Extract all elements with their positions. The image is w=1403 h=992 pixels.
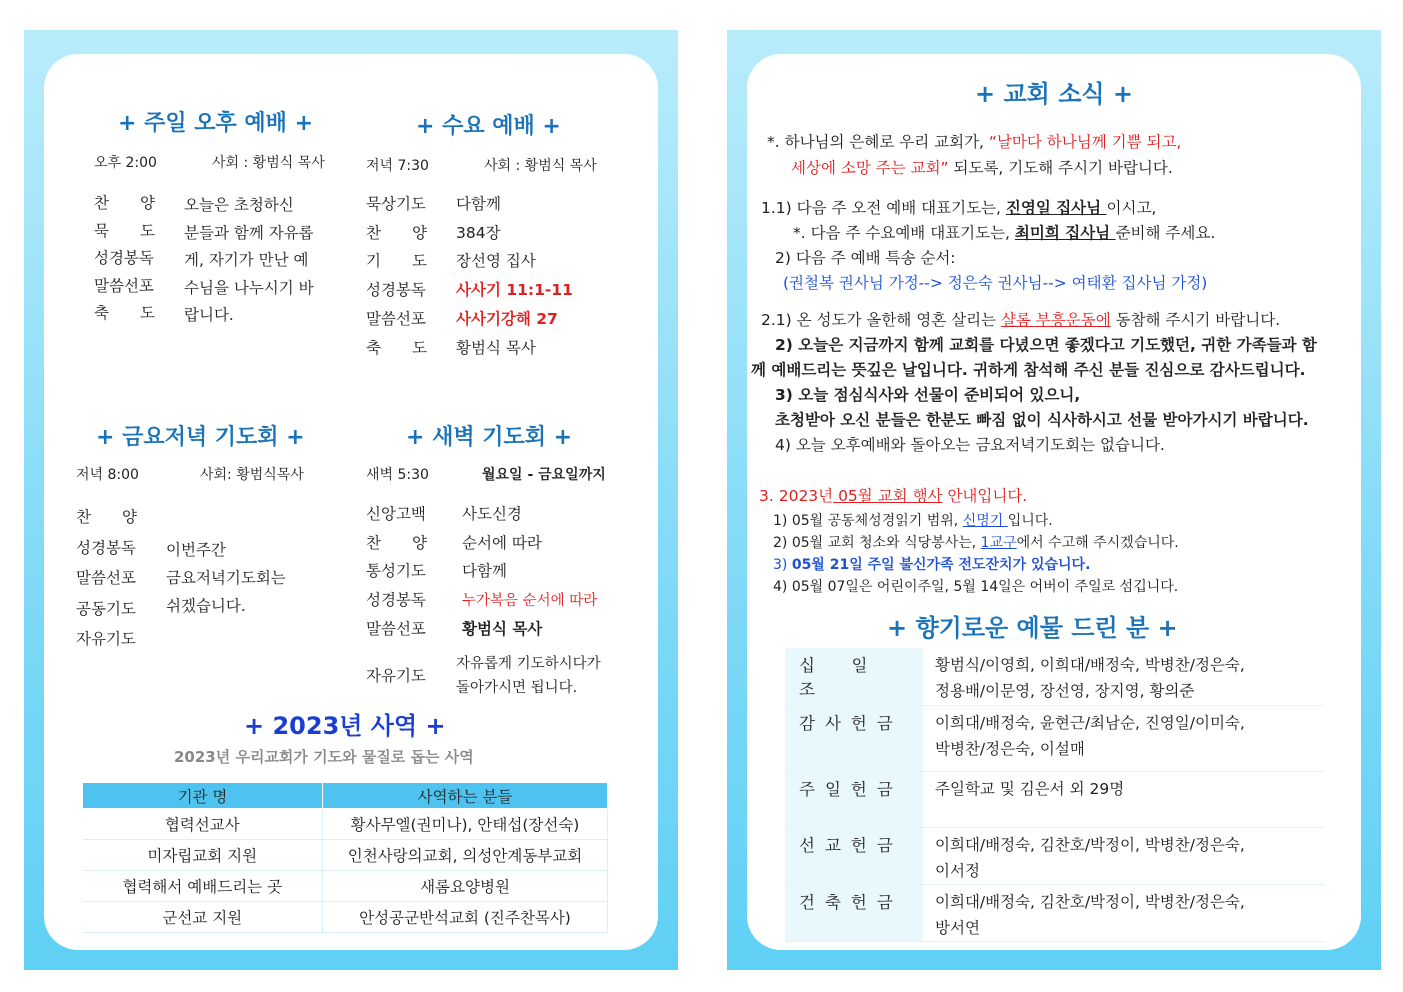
order-label: 말씀선포 [94, 276, 154, 295]
offering-table [785, 648, 1325, 942]
ministry-table [82, 782, 608, 933]
news-2-2b: 께 예배드리는 뜻깊은 날입니다. 귀하게 참석해 주신 분들 진심으로 감사드립니다. [751, 361, 1306, 379]
order-label: 성경봉독 [94, 249, 154, 267]
offering-names: 황범식/이영희, 이희대/배정숙, 박병찬/정은숙, 정용배/이문영, 장선영, 장지영, 황의준 [923, 648, 1325, 705]
table-row: 군선교 지원 안성공군반석교회 (진주찬목사) [83, 902, 608, 933]
ministry-subtitle: 2023년 우리교회가 기도와 물질로 돕는 사역 [174, 748, 474, 766]
left-page [24, 30, 678, 970]
friday-time: 저녁 8:00 [76, 467, 139, 483]
dawn-time: 새벽 5:30 [366, 467, 429, 483]
offering-label: 감사헌금 [785, 705, 923, 771]
offering-names: 이희대/배정숙, 김찬호/박정이, 박병찬/정은숙, 방서연 [923, 884, 1325, 941]
sunday-pm-time: 오후 2:00 [94, 155, 157, 171]
offering-title: + 향기로운 예물 드린 분 + [887, 614, 1178, 642]
order-label: 자유기도 [76, 630, 136, 648]
dawn-order [366, 500, 597, 644]
table-row: 미자립교회 지원 인천사랑의교회, 의성안계동부교회 [83, 840, 608, 871]
order-label: 공동기도 [76, 599, 136, 618]
order-row: 통성기도 다함께 [366, 562, 507, 580]
order-row: 성경봉독 사사기 11:1-11 [366, 281, 573, 300]
order-label: 묵 도 [94, 221, 155, 240]
friday-labels [76, 502, 137, 655]
offering-label: 십 일 조 [785, 648, 923, 705]
wednesday-order [366, 190, 573, 362]
dawn-title: + 새벽 기도회 + [406, 425, 573, 450]
order-label: 말씀선포 [76, 569, 136, 587]
message-line: 이번주간 [166, 541, 226, 559]
offering-label: 건축헌금 [785, 884, 923, 941]
order-row: 찬 양 384장 [366, 223, 501, 242]
offering-names: 주일학교 및 김은서 외 29명 [923, 771, 1325, 827]
offering-names: 이희대/배정숙, 김찬호/박정이, 박병찬/정은숙, 이서정 [923, 827, 1325, 884]
right-page [727, 30, 1381, 970]
wednesday-title: + 수요 예배 + [416, 114, 561, 139]
order-label: 축 도 [94, 304, 155, 322]
sunday-pm-message [184, 192, 314, 330]
dawn-days: 월요일 - 금요일까지 [482, 467, 606, 483]
column-header: 사역하는 분들 [323, 783, 608, 809]
news-1-1-sub: *. 다음 주 수요예배 대표기도는, 최미희 집사님 준비해 주세요. [793, 224, 1216, 242]
ministry-title: + 2023년 사역 + [244, 712, 446, 740]
offering-label: 주일헌금 [785, 771, 923, 827]
wednesday-host: 사회 : 황범식 목사 [484, 158, 597, 174]
news-2-3a: 3) 오늘 점심식사와 선물이 준비되어 있으니, [775, 386, 1081, 404]
news-2-2a: 2) 오늘은 지금까지 함께 교회를 다녔으면 좋겠다고 기도했던, 귀한 가족들과 함 [775, 336, 1317, 354]
dawn-free-prayer: 자유기도 자유롭게 기도하시다가 돌아가시면 됩니다. [366, 656, 601, 696]
news-1-1: 1.1) 다음 주 오전 예배 대표기도는, 진영일 집사님 이시고, [761, 199, 1157, 217]
news-title: + 교회 소식 + [975, 80, 1134, 108]
news-1-2-order: (권철복 권사님 가정--> 정은숙 권사님--> 여태환 집사님 가정) [783, 274, 1208, 292]
order-row: 축 도 황범식 목사 [366, 338, 536, 357]
news-2-4: 4) 오늘 오후예배와 돌아오는 금요저녁기도회는 없습니다. [775, 436, 1165, 454]
order-row: 말씀선포 황범식 목사 [366, 620, 543, 638]
sunday-pm-title: + 주일 오후 예배 + [118, 111, 314, 136]
order-row: 기 도 장선영 집사 [366, 252, 536, 271]
sunday-pm-host: 사회 : 황범식 목사 [212, 155, 325, 171]
message-line: 오늘은 초청하신 [184, 196, 294, 214]
table-row: 협력선교사 황사무엘(권미나), 안태섭(장선숙) [83, 809, 608, 840]
left-card [44, 54, 658, 950]
news-3-2: 2) 05월 교회 청소와 식당봉사는, 1교구에서 수고해 주시겠습니다. [773, 535, 1179, 551]
offering-label: 선교헌금 [785, 827, 923, 884]
offering-names: 이희대/배정숙, 윤현근/최남순, 진영일/이미숙, 박병찬/정은숙, 이설매 [923, 705, 1325, 771]
news-3-title: 3. 2023년 05월 교회 행사 안내입니다. [759, 487, 1028, 505]
order-label: 찬 양 [94, 194, 155, 212]
order-row: 묵상기도 다함께 [366, 195, 501, 213]
message-line: 분들과 함께 자유롭 [184, 223, 314, 242]
message-line: 쉬겠습니다. [166, 597, 246, 615]
table-row [785, 771, 1325, 827]
column-header: 기관 명 [83, 783, 323, 809]
news-3-4: 4) 05월 07일은 어린이주일, 5월 14일은 어버이 주일로 섬깁니다. [773, 579, 1179, 595]
intro-line-1: *. 하나님의 은혜로 우리 교회가, “날마다 하나님께 기쁨 되고, [767, 133, 1182, 151]
sunday-pm-labels [94, 190, 179, 328]
message-line: 금요저녁기도회는 [166, 569, 286, 587]
table-header [83, 783, 608, 809]
message-line: 게, 자기가 만난 예 [184, 251, 309, 269]
news-3-1: 1) 05월 공동체성경읽기 범위, 신명기 입니다. [773, 513, 1053, 529]
intro-line-2: 세상에 소망 주는 교회” 되도록, 기도해 주시기 바랍니다. [791, 159, 1173, 177]
news-3-3: 3) 05월 21일 주일 불신가족 전도잔치가 있습니다. [773, 557, 1091, 573]
order-row: 찬 양 순서에 따라 [366, 533, 542, 552]
friday-title: + 금요저녁 기도회 + [96, 425, 305, 450]
friday-host: 사회: 황범식목사 [200, 467, 304, 483]
message-line: 수님을 나누시기 바 [184, 278, 314, 297]
table-row [785, 884, 1325, 941]
order-label: 찬 양 [76, 508, 137, 526]
news-1-2: 2) 다음 주 예배 특송 순서: [775, 249, 956, 267]
news-2-3b: 초청받아 오신 분들은 한분도 빠짐 없이 식사하시고 선물 받아가시기 바랍니다. [775, 411, 1309, 429]
order-row: 신앙고백 사도신경 [366, 505, 522, 523]
table-row [785, 827, 1325, 884]
order-row: 말씀선포 사사기강해 27 [366, 309, 558, 328]
wednesday-time: 저녁 7:30 [366, 158, 429, 174]
message-line: 랍니다. [184, 306, 234, 324]
order-label: 성경봉독 [76, 538, 136, 557]
friday-message [166, 536, 286, 620]
order-row: 성경봉독 누가복음 순서에 따라 [366, 590, 598, 609]
news-2-1: 2.1) 온 성도가 올한해 영혼 살리는 샬롬 부흥운동에 동참해 주시기 바랍니다. [761, 311, 1281, 329]
table-row [785, 705, 1325, 771]
table-row: 협력해서 예배드리는 곳 새롬요양병원 [83, 871, 608, 902]
right-card [747, 54, 1361, 950]
table-row [785, 648, 1325, 705]
